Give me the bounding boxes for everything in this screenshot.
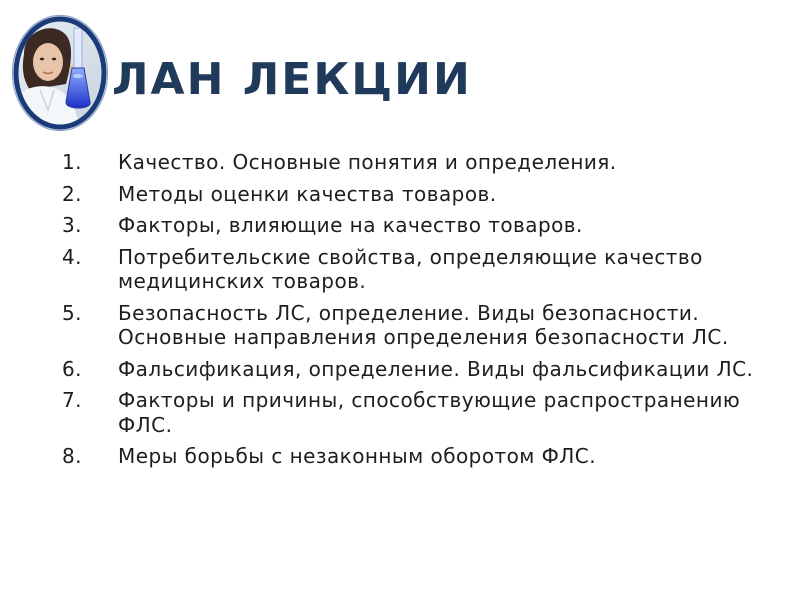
scientist-with-flask-icon (10, 14, 110, 132)
list-item (62, 182, 762, 207)
list-item (62, 444, 762, 469)
item-text: Качество. Основные понятия и определения. (118, 150, 617, 174)
item-text: Факторы, влияющие на качество товаров. (118, 213, 583, 237)
item-text: Фальсификация, определение. Виды фальсификации ЛС. (118, 356, 754, 381)
item-number: 7. (62, 388, 82, 412)
item-number: 3. (62, 213, 82, 237)
list-item (62, 245, 762, 294)
list-item (62, 301, 762, 350)
item-text: Факторы и причины, способствующие распространению ФЛС. (118, 388, 741, 437)
item-number: 4. (62, 244, 82, 269)
item-number: 5. (62, 300, 82, 325)
list-item (62, 213, 762, 238)
item-text: Методы оценки качества товаров. (118, 181, 497, 206)
item-number: 2. (62, 181, 82, 206)
slide-title: ЛАН ЛЕКЦИИ (112, 54, 472, 105)
item-number: 6. (62, 356, 82, 381)
list-item (62, 150, 762, 175)
item-text: Меры борьбы с незаконным оборотом ФЛС. (118, 444, 597, 468)
item-text: Потребительские свойства, определяющие качество медицинских товаров. (118, 244, 703, 293)
list-item (62, 388, 762, 437)
item-number: 8. (62, 444, 82, 468)
item-number: 1. (62, 150, 82, 174)
list-item (62, 357, 762, 382)
item-text: Безопасность ЛС, определение. Виды безопасности. Основные направления определения безопасности ЛС. (118, 300, 729, 349)
lecture-plan-list (62, 150, 762, 476)
